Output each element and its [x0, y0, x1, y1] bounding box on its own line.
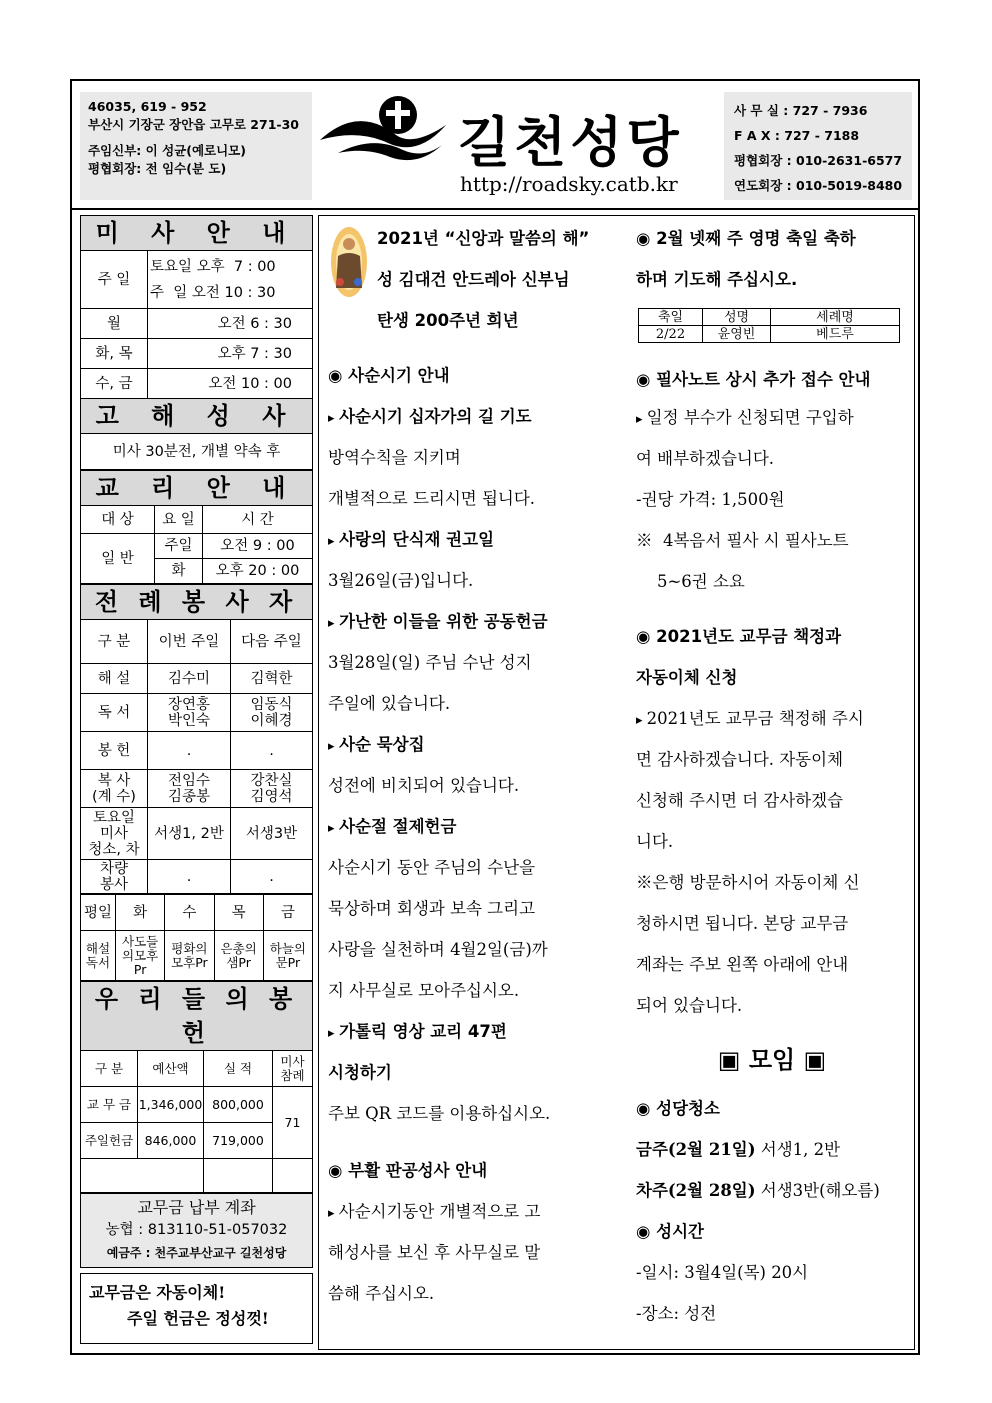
feast-baptism: 베드루 [771, 326, 900, 343]
offering-header-budget: 예산액 [138, 1051, 204, 1087]
servers-header-div: 구 분 [81, 620, 148, 664]
offering-table [80, 981, 313, 1193]
confession-title: 고 해 성 사 [81, 399, 313, 434]
parish-logo-icon [318, 95, 448, 165]
server-this: 장연홍 박인숙 [148, 694, 231, 732]
servers-header-next: 다음 주일 [231, 620, 313, 664]
notice-text: 주일에 있습니다. [328, 694, 451, 713]
notice-subheading: ▸ 사순 묵상집 [328, 724, 600, 765]
notice-text: 시청하기 [328, 1063, 392, 1082]
notice-text: 신청해 주시면 더 감사하겠습 [636, 791, 844, 810]
clean-this-week-team: 서생1, 2반 [755, 1140, 841, 1159]
bank-account: 농협 : 813110-51-057032 [105, 1222, 288, 1238]
alliance-phone: 연도회장 : 010-5019-8480 [734, 178, 903, 193]
offering-title: 우 리 들 의 봉 헌 [81, 982, 313, 1051]
confession-text: 미사 30분전, 개별 약속 후 [81, 434, 313, 470]
server-next: . [231, 732, 313, 770]
feast-name: 윤영빈 [703, 326, 771, 343]
address-line2: 부산시 기장군 장안읍 고무로 271-30 [88, 117, 299, 132]
bank-table [80, 1193, 313, 1268]
feast-header-date: 축일 [639, 309, 703, 326]
holy-hour-date: -일시: 3월4일(목) 20시 [636, 1263, 809, 1282]
parish-url[interactable]: http://roadsky.catb.kr [460, 172, 678, 196]
lent-items [328, 396, 600, 1134]
catechism-day: 주일 [155, 534, 203, 559]
offering-budget: 846,000 [138, 1123, 204, 1159]
mass-time: 오후 7 : 30 [148, 339, 313, 369]
notice-line1: 교무금은 자동이체! [89, 1283, 226, 1302]
saint-line2: 탄생 200주년 희년 [377, 311, 519, 330]
mass-attendance: 71 [273, 1087, 313, 1159]
note-items [636, 397, 908, 602]
server-next: 김혁한 [231, 664, 313, 694]
easter-title: ◉ 부활 판공성사 안내 [328, 1161, 488, 1180]
notice-subheading: ▸ 가톨릭 영상 교리 47편 [328, 1011, 600, 1052]
weekday: 금 [263, 895, 312, 931]
easter-items [328, 1191, 600, 1314]
offering-header-mass: 미사 참례 [273, 1051, 313, 1087]
feast-line2: 하며 기도해 주십시오. [636, 270, 798, 289]
pastor: 주임신부: 이 성균(예로니모) [88, 143, 246, 158]
clean-next-week [636, 1170, 908, 1211]
holy-hour-title: ◉ 성시간 [636, 1222, 704, 1241]
server-this: 김수미 [148, 664, 231, 694]
note-title: ◉ 필사노트 상시 추가 접수 안내 [636, 370, 871, 389]
catechism-time: 오후 20 : 00 [203, 559, 313, 584]
weekday-group: 사도들 의모후 Pr [116, 931, 165, 981]
middle-column [328, 355, 600, 1314]
notice-text: 개별적으로 드리시면 됩니다. [328, 489, 536, 508]
clean-this-week [636, 1129, 908, 1170]
server-this: . [148, 732, 231, 770]
notice-text: -권당 가격: 1,500원 [636, 490, 785, 509]
holy-hour-place: -장소: 성전 [636, 1304, 717, 1323]
weekday: 화 [116, 895, 165, 931]
notice-text: 되어 있습니다. [636, 996, 743, 1015]
catechism-general: 일 반 [81, 534, 155, 584]
server-next: 임동식 이혜경 [231, 694, 313, 732]
offering-budget: 1,346,000 [138, 1087, 204, 1123]
catechism-table [80, 470, 313, 584]
notice-text: ※은행 방문하시어 자동이체 신 [636, 873, 860, 892]
notice-text: 니다. [636, 832, 674, 851]
notice-subheading: ▸ 사순시기 십자가의 길 기도 [328, 396, 600, 437]
notice-text: 성전에 비치되어 있습니다. [328, 776, 520, 795]
weekday-role: 해설 독서 [81, 931, 116, 981]
clean-next-week-date: 차주(2월 28일) [636, 1181, 756, 1200]
servers-title: 전 례 봉 사 자 [81, 585, 313, 620]
server-next: . [231, 860, 313, 894]
year-title: 2021년 “신앙과 말씀의 해” [377, 229, 590, 248]
saint-icon [330, 226, 368, 298]
offering-actual: 719,000 [204, 1123, 273, 1159]
offering-header-div: 구 분 [81, 1051, 138, 1087]
server-role: 복 사 (계 수) [81, 770, 148, 808]
feast-table [638, 308, 900, 343]
moim-title: ▣ 모임 ▣ [717, 1046, 827, 1074]
notice-text: ※ 4복음서 필사 시 필사노트 [636, 531, 849, 550]
offering-actual: 800,000 [204, 1087, 273, 1123]
notice-subheading: ▸ 사순절 절제헌금 [328, 806, 600, 847]
catechism-header-day: 요 일 [155, 506, 203, 534]
clean-next-week-team: 서생3반(해오름) [755, 1181, 880, 1200]
council-phone: 평협회장 : 010-2631-6577 [734, 153, 903, 168]
notice-box [80, 1273, 313, 1344]
server-this: 서생1, 2반 [148, 808, 231, 860]
weekday-group: 평화의 모후Pr [165, 931, 214, 981]
address-line1: 46035, 619 - 952 [88, 99, 207, 114]
notice-text: 방역수칙을 지키며 [328, 448, 461, 467]
due-items [636, 698, 908, 1026]
server-next: 서생3반 [231, 808, 313, 860]
weekday-group: 하늘의 문Pr [263, 931, 312, 981]
notice-text: 사랑을 실천하며 4월2일(금)까 [328, 940, 548, 959]
notice-text: 씀해 주십시오. [328, 1284, 435, 1303]
notice-text: 묵상하며 회생과 보속 그리고 [328, 899, 536, 918]
server-this: . [148, 860, 231, 894]
bank-title: 교무금 납부 계좌 [137, 1198, 256, 1217]
bank-holder: 예금주 : 천주교부산교구 길천성당 [106, 1246, 287, 1260]
clean-title: ◉ 성당청소 [636, 1099, 720, 1118]
server-this: 전임수 김종봉 [148, 770, 231, 808]
weekday-label: 평일 [81, 895, 116, 931]
notice-line2: 주일 헌금은 정성껏! [127, 1309, 269, 1328]
mass-time: 오전 6 : 30 [148, 309, 313, 339]
notice-text: 5~6권 소요 [636, 572, 745, 591]
mass-day: 월 [81, 309, 148, 339]
notice-text: 주보 QR 코드를 이용하십시오. [328, 1104, 551, 1123]
lent-title: ◉ 사순시기 안내 [328, 366, 450, 385]
right-column [636, 218, 908, 1334]
servers-table [80, 584, 313, 894]
office-phone: 사 무 실 : 727 - 7936 [734, 103, 868, 118]
clean-this-week-date: 금주(2월 21일) [636, 1140, 756, 1159]
saint-line1: 성 김대건 안드레아 신부님 [377, 270, 570, 289]
due-title2: 자동이체 신청 [636, 668, 738, 687]
catechism-title: 교 리 안 내 [81, 471, 313, 506]
feast-header-name: 성명 [703, 309, 771, 326]
offering-label: 주일헌금 [81, 1123, 138, 1159]
catechism-header-target: 대 상 [81, 506, 155, 534]
notice-text: 3월26일(금)입니다. [328, 571, 474, 590]
weekday: 목 [214, 895, 263, 931]
mass-saturday: 토요일 오후 7 : 00 [150, 258, 276, 275]
offering-header-actual: 실 적 [204, 1051, 273, 1087]
mass-sunday: 주 일 오전 10 : 30 [150, 284, 276, 301]
notice-text: 면 감사하겠습니다. 자동이체 [636, 750, 844, 769]
server-role: 토요일 미사 청소, 차 [81, 808, 148, 860]
notice-subheading: ▸ 가난한 이들을 위한 공동헌금 [328, 601, 600, 642]
header-separator [70, 208, 920, 210]
notice-text: 계좌는 주보 왼쪽 아래에 안내 [636, 955, 849, 974]
weekday-group: 은총의 샘Pr [214, 931, 263, 981]
mass-table [80, 215, 313, 470]
parish-name: 길천성당 [458, 111, 683, 174]
mass-time: 오전 10 : 00 [148, 369, 313, 399]
fax: F A X : 727 - 7188 [734, 128, 860, 143]
catechism-header-time: 시 간 [203, 506, 313, 534]
notice-text: ▸ 2021년도 교무금 책정해 주시 [636, 698, 908, 739]
mass-title: 미 사 안 내 [81, 216, 313, 251]
council-president: 평협회장: 전 임수(분 도) [88, 161, 227, 176]
notice-text: 사순시기 동안 주님의 수난을 [328, 858, 536, 877]
server-role: 봉 헌 [81, 732, 148, 770]
server-role: 독 서 [81, 694, 148, 732]
offering-label: 교 무 금 [81, 1087, 138, 1123]
notice-subheading: ▸ 사랑의 단식재 권고일 [328, 519, 600, 560]
notice-text: ▸ 사순시기동안 개별적으로 고 [328, 1191, 600, 1232]
server-role: 차량 봉사 [81, 860, 148, 894]
mass-day: 화, 목 [81, 339, 148, 369]
server-role: 해 설 [81, 664, 148, 694]
notice-text: 해성사를 보신 후 사무실로 말 [328, 1243, 541, 1262]
server-next: 강찬실 김영석 [231, 770, 313, 808]
left-column [80, 215, 313, 1268]
feast-header-baptism: 세례명 [771, 309, 900, 326]
notice-text: 청하시면 됩니다. 본당 교무금 [636, 914, 849, 933]
notice-text: ▸ 일정 부수가 신청되면 구입하 [636, 397, 908, 438]
weekday: 수 [165, 895, 214, 931]
feast-date: 2/22 [639, 326, 703, 343]
notice-text: 3월28일(일) 주님 수난 성지 [328, 653, 532, 672]
due-title1: ◉ 2021년도 교무금 책정과 [636, 627, 842, 646]
contact-box [724, 92, 912, 200]
weekday-table [80, 894, 313, 981]
notice-text: 지 사무실로 모아주십시오. [328, 981, 520, 1000]
catechism-day: 화 [155, 559, 203, 584]
feast-line1: ◉ 2월 넷째 주 영명 축일 축하 [636, 229, 856, 248]
address-box [80, 92, 312, 200]
jubilee-title [377, 218, 607, 341]
servers-header-this: 이번 주일 [148, 620, 231, 664]
sunday-label: 주 일 [81, 251, 148, 309]
notice-text: 여 배부하겠습니다. [636, 449, 775, 468]
catechism-time: 오전 9 : 00 [203, 534, 313, 559]
mass-day: 수, 금 [81, 369, 148, 399]
